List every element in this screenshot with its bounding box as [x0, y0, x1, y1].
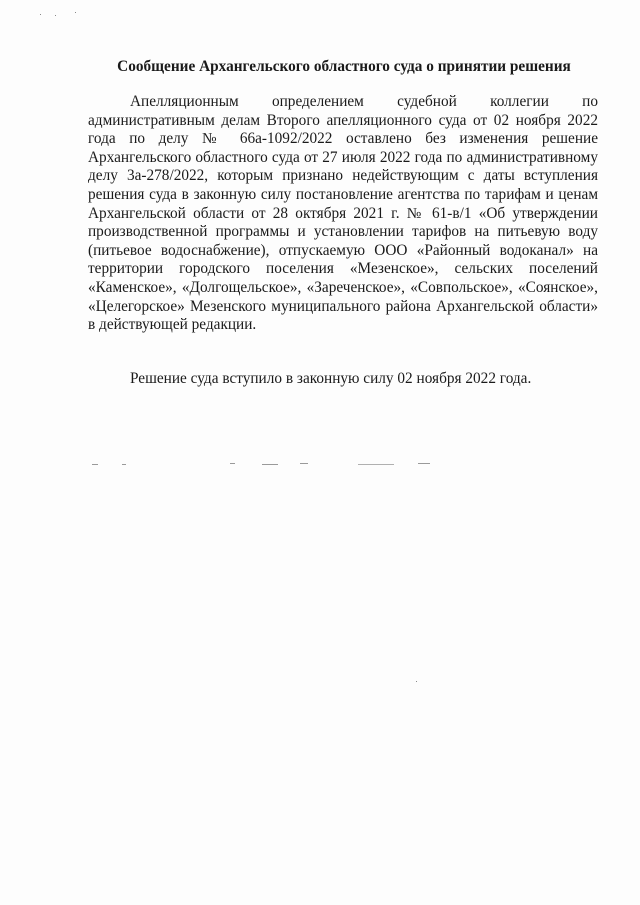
scan-artifact-line: [122, 464, 126, 465]
scan-artifact: [75, 12, 76, 13]
scan-artifact-line: [358, 464, 394, 465]
scan-artifact: [55, 15, 56, 16]
scan-artifact-line: [262, 464, 278, 465]
document-title: Сообщение Архангельского областного суда о принятии решения: [117, 58, 571, 75]
ruling-paragraph: Апелляционным определением судебной коллегии по административным делам Второго апелляционного суда от 02 ноября 2022 года по делу № 66а-1092/2022 оставлено без изменения решение Архангельского областного суда от 27 июля 2022 года по административному делу 3а-278/2022, которым признано недействующим с даты вступления решения суда в законную силу постановление агентства по тарифам и ценам Архангельской области от 28 октября 2021 г. № 61-в/1 «Об утверждении производственной программы и установлении тарифов на питьевую воду (питьевое водоснабжение), отпускаемую ООО «Районный водоканал» на территории городского поселения «Мезенское», сельских поселений «Каменское», «Долгощельское», «Зареченское», «Совпольское», «Соянское», «Целегорское» Мезенского муниципального района Архангельской области» в действующей редакции.: [88, 93, 598, 334]
scan-artifact-line: [418, 463, 430, 464]
scan-artifact-line: [230, 463, 235, 464]
scan-artifact: [416, 681, 417, 682]
scan-artifact-line: [300, 463, 308, 464]
scan-artifact: [40, 14, 41, 15]
scan-artifact-line: [92, 464, 98, 465]
effective-date-paragraph: Решение суда вступило в законную силу 02 ноября 2022 года.: [130, 370, 532, 387]
